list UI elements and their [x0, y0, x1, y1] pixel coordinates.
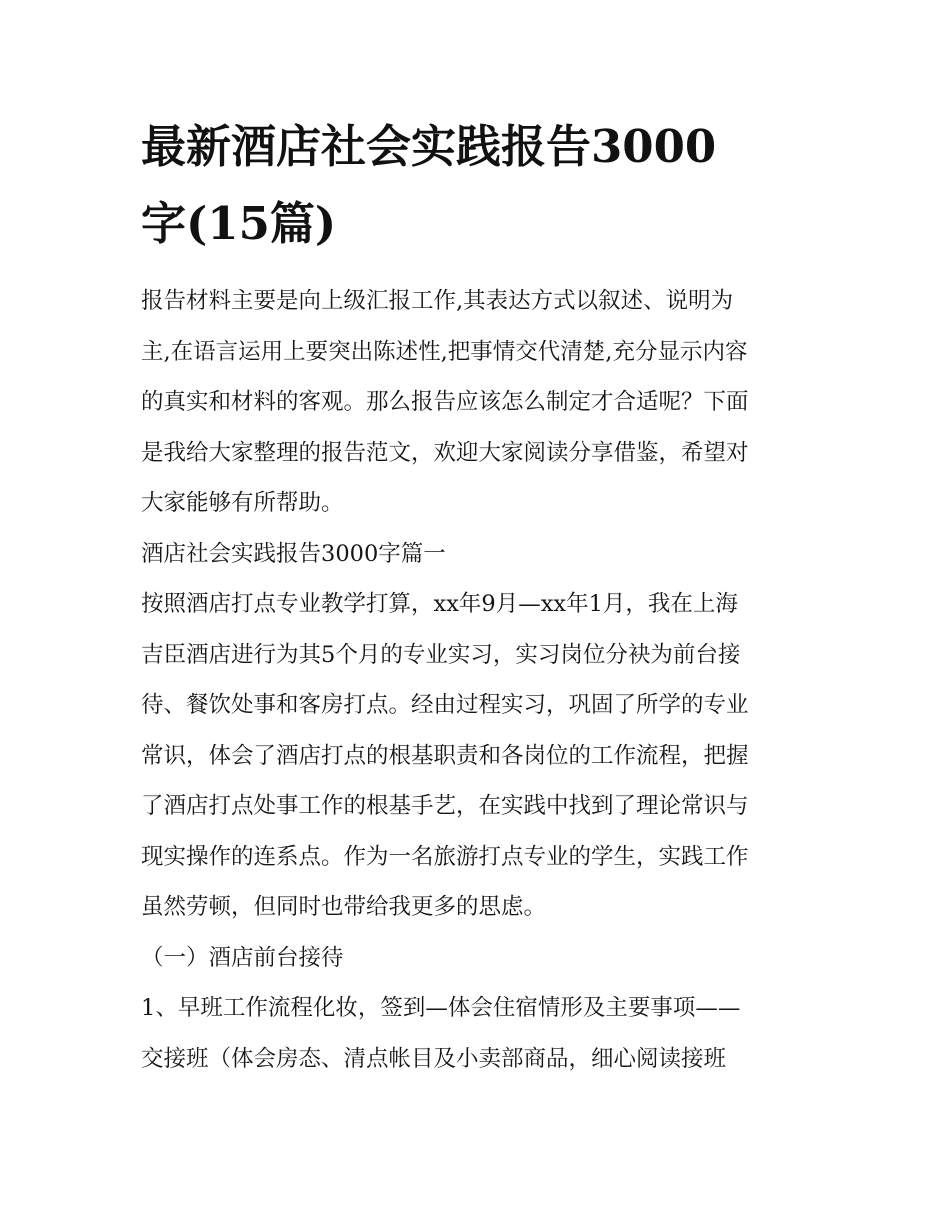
text-line: 按照酒店打点专业教学打算，xx年9月—xx年1月，我在上海 — [141, 591, 738, 617]
text-line: 大家能够有所帮助。 — [141, 490, 344, 516]
text-line: 现实操作的连系点。作为一名旅游打点专业的学生，实践工作 — [141, 843, 749, 870]
document-content — [141, 108, 813, 1084]
list-paragraph — [141, 983, 813, 1084]
text-line: 吉臣酒店进行为其5个月的专业实习，实习岗位分袂为前台接 — [141, 641, 741, 668]
text-line: 的真实和材料的客观。那么报告应该怎么制定才合适呢？下面 — [141, 389, 749, 415]
text-line: 主,在语言运用上要突出陈述性,把事情交代清楚,充分显示内容 — [141, 338, 748, 365]
text-line: （一）酒店前台接待 — [141, 944, 344, 971]
text-line: 待、餐饮处事和客房打点。经由过程实习，巩固了所学的专业 — [141, 692, 749, 718]
document-body — [141, 276, 813, 1084]
body-paragraph — [141, 579, 813, 933]
text-line: 了酒店打点处事工作的根基手艺，在实践中找到了理论常识与 — [141, 793, 749, 819]
text-line: 报告材料主要是向上级汇报工作,其表达方式以叙述、说明为 — [141, 288, 734, 314]
text-line: 酒店社会实践报告3000字篇一 — [141, 540, 446, 567]
document-title — [141, 108, 813, 262]
text-line: 虽然劳顿，但同时也带给我更多的思虑。 — [141, 894, 547, 920]
subsection-heading — [141, 933, 813, 984]
intro-paragraph — [141, 276, 813, 529]
title-line: 最新酒店社会实践报告3000 — [141, 120, 717, 173]
section-heading — [141, 529, 813, 580]
text-line: 是我给大家整理的报告范文，欢迎大家阅读分享借鉴，希望对 — [141, 439, 749, 466]
text-line: 1、早班工作流程化妆，签到—体会住宿情形及主要事项—— — [141, 995, 741, 1021]
text-line: 交接班（体会房态、清点帐目及小卖部商品，细心阅读接班 — [141, 1045, 727, 1072]
text-line: 常识，体会了酒店打点的根基职责和各岗位的工作流程，把握 — [141, 742, 749, 769]
title-line: 字(15篇) — [141, 197, 337, 250]
